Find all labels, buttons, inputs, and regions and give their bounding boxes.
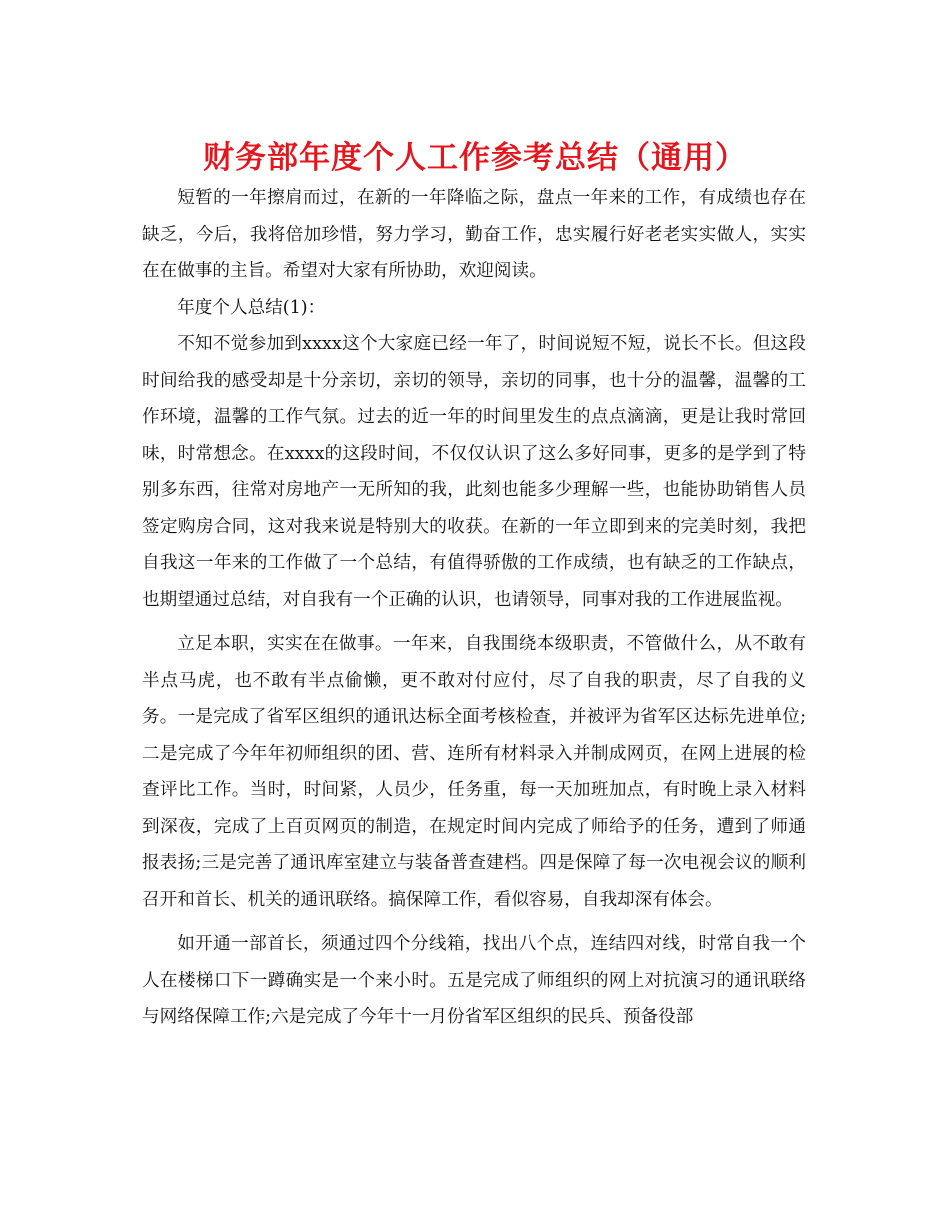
document-title: 财务部年度个人工作参考总结（通用） [203, 140, 747, 176]
intro-paragraph: 短暂的一年擦肩而过，在新的一年降临之际，盘点一年来的工作，有成绩也存在缺乏，今后，我将倍加珍惜，努力学习，勤奋工作，忠实履行好老老实实做人，实实在在做事的主旨。希望对大家有所协助，欢迎阅读。 [142, 188, 806, 281]
body-paragraph: 立足本职，实实在在做事。一年来，自我围绕本级职责，不管做什么，从不敢有半点马虎，也不敢有半点偷懒，更不敢对付应付，尽了自我的职责，尽了自我的义务。一是完成了省军区组织的通讯达标全面考核检查，并被评为省军区达标先进单位;二是完成了今年年初师组织的团、营、连所有材料录入并制成网页，在网上进展的检查评比工作。当时，时间紧，人员少，任务重，每一天加班加点，有时晚上录入材料到深夜，完成了上百页网页的制造，在规定时间内完成了师给予的任务，遭到了师通报表扬;三是完善了通讯库室建立与装备普查建档。四是保障了每一次电视会议的顺利召开和首长、机关的通讯联络。搞保障工作，看似容易，自我却深有体会。 [142, 634, 806, 910]
body-paragraph: 不知不觉参加到xxxx这个大家庭已经一年了，时间说短不短，说长不长。但这段时间给我的感受却是十分亲切，亲切的领导，亲切的同事，也十分的温馨，温馨的工作环境，温馨的工作气氛。过去的近一年的时间里发生的点点滴滴，更是让我时常回味，时常想念。在xxxx的这段时间，不仅仅认识了这么多好同事，更多的是学到了特别多东西，往常对房地产一无所知的我，此刻也能多少理解一些，也能协助销售人员签定购房合同，这对我来说是特别大的收获。在新的一年立即到来的完美时刻，我把自我这一年来的工作做了一个总结，有值得骄傲的工作成绩，也有缺乏的工作缺点，也期望通过总结，对自我有一个正确的认识，也请领导，同事对我的工作进展监视。 [142, 334, 806, 610]
section-heading: 年度个人总结(1)： [177, 297, 326, 318]
document-body [142, 180, 806, 1036]
body-paragraph: 如开通一部首长，须通过四个分线箱，找出八个点，连结四对线，时常自我一个人在楼梯口下一蹲确实是一个来小时。五是完成了师组织的网上对抗演习的通讯联络与网络保障工作;六是完成了今年十一月份省军区组织的民兵、预备役部 [142, 934, 806, 1027]
